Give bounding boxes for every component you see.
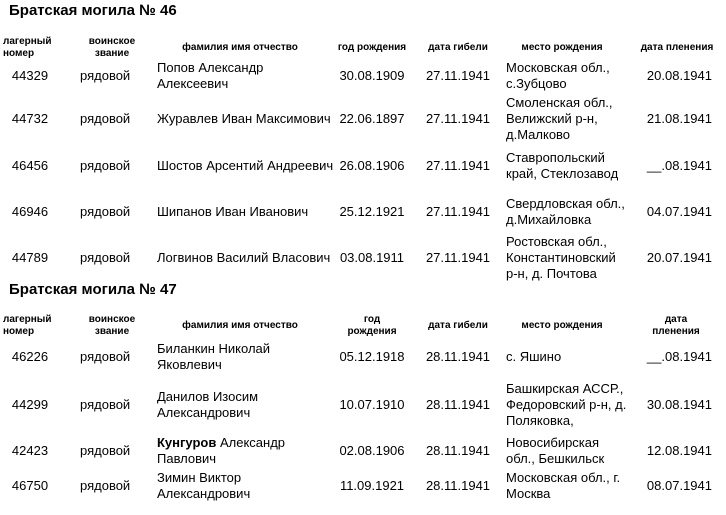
capture-date: 20.08.1941 xyxy=(646,68,712,83)
camp-number: 46946 xyxy=(11,204,49,219)
death-date: 28.11.1941 xyxy=(425,443,491,458)
column-header-death-date: дата гибели xyxy=(428,42,488,53)
camp-number: 44789 xyxy=(11,250,49,265)
table-row xyxy=(0,470,726,502)
camp-number: 46226 xyxy=(11,349,49,364)
table-row xyxy=(0,341,726,373)
grave-title: Братская могила № 46 xyxy=(9,2,177,19)
column-header-birth-place: место рождения xyxy=(521,319,603,331)
full-name xyxy=(157,233,335,283)
birth-date: 03.08.1911 xyxy=(339,250,405,265)
column-header-birth-place: место рождения xyxy=(521,42,603,53)
capture-date: 08.07.1941 xyxy=(646,478,712,493)
name-text: Зимин Виктор Александрович xyxy=(157,470,251,501)
birth-place: с. Яшино xyxy=(506,349,562,364)
column-header-rank: воинское звание xyxy=(88,313,136,337)
full-name xyxy=(157,187,335,237)
birth-place: Ростовская обл., Константиновский р-н, д. Почтова xyxy=(506,234,616,281)
name-text: Журавлев Иван Максимович xyxy=(157,111,331,126)
table-row xyxy=(0,60,726,92)
column-header-birth-date: год рождения xyxy=(337,42,407,53)
camp-number: 44329 xyxy=(11,68,49,83)
name-text: Данилов Изосим Александрович xyxy=(157,389,262,420)
column-header-full-name: фамилия имя отчество xyxy=(182,319,298,331)
birth-place: Московская обл., г. Москва xyxy=(506,470,621,501)
birth-date: 25.12.1921 xyxy=(339,204,405,219)
full-name xyxy=(157,470,335,502)
birth-place: Смоленская обл., Велижский р-н, д.Малково xyxy=(506,95,613,142)
grave-title: Братская могила № 47 xyxy=(9,281,177,298)
capture-date: 30.08.1941 xyxy=(646,397,712,412)
column-header-death-date: дата гибели xyxy=(428,319,488,331)
rank: рядовой xyxy=(80,349,131,364)
full-name xyxy=(157,341,335,373)
rank: рядовой xyxy=(80,111,131,126)
name-text: Шостов Арсентий Андреевич xyxy=(157,158,334,173)
column-header-capture-date: дата пленения xyxy=(640,42,714,53)
death-date: 27.11.1941 xyxy=(425,158,491,173)
name-text: Биланкин Николай Яковлевич xyxy=(157,341,274,372)
table-row xyxy=(0,427,726,475)
birth-date: 11.09.1921 xyxy=(339,478,405,493)
birth-date: 26.08.1906 xyxy=(339,158,405,173)
table-row xyxy=(0,233,726,283)
capture-date: __.08.1941 xyxy=(646,158,712,173)
column-header-camp-number: лагерный номер xyxy=(3,313,52,337)
rank: рядовой xyxy=(80,443,131,458)
birth-date: 30.08.1909 xyxy=(339,68,405,83)
column-header-rank: воинское звание xyxy=(88,36,136,59)
camp-number: 46750 xyxy=(11,478,49,493)
camp-number: 46456 xyxy=(11,158,49,173)
death-date: 27.11.1941 xyxy=(425,250,491,265)
full-name xyxy=(157,60,335,92)
table-row xyxy=(0,141,726,191)
birth-date: 22.06.1897 xyxy=(339,111,405,126)
rank: рядовой xyxy=(80,204,131,219)
death-date: 27.11.1941 xyxy=(425,68,491,83)
capture-date: 04.07.1941 xyxy=(646,204,712,219)
capture-date: 20.07.1941 xyxy=(646,250,712,265)
name-text: Шипанов Иван Иванович xyxy=(157,204,309,219)
column-header-birth-date: год рождения xyxy=(347,313,397,337)
full-name xyxy=(157,141,335,191)
capture-date: __.08.1941 xyxy=(646,349,712,364)
surname-bold: Кунгуров xyxy=(157,435,217,450)
death-date: 28.11.1941 xyxy=(425,397,491,412)
death-date: 27.11.1941 xyxy=(425,111,491,126)
birth-place: Ставропольский край, Стеклозавод xyxy=(506,150,619,181)
birth-place: Свердловская обл., д.Михайловка xyxy=(506,196,625,227)
birth-place: Московская обл., с.Зубцово xyxy=(506,60,610,91)
name-text: Логвинов Василий Власович xyxy=(157,250,331,265)
birth-place: Башкирская АССР., Федоровский р-н, д. Поляковка, xyxy=(506,381,627,428)
table-header xyxy=(0,311,726,340)
capture-date: 21.08.1941 xyxy=(646,111,712,126)
camp-number: 44732 xyxy=(11,111,49,126)
death-date: 27.11.1941 xyxy=(425,204,491,219)
birth-date: 02.08.1906 xyxy=(339,443,405,458)
full-name xyxy=(157,427,335,475)
name-text: Александр Павлович xyxy=(157,435,289,466)
table-header xyxy=(0,33,726,63)
camp-number: 42423 xyxy=(11,443,49,458)
rank: рядовой xyxy=(80,397,131,412)
table-row xyxy=(0,187,726,237)
birth-date: 05.12.1918 xyxy=(339,349,405,364)
death-date: 28.11.1941 xyxy=(425,478,491,493)
name-text: Попов Александр Алексеевич xyxy=(157,60,268,91)
rank: рядовой xyxy=(80,158,131,173)
birth-date: 10.07.1910 xyxy=(339,397,405,412)
column-header-full-name: фамилия имя отчество xyxy=(182,42,298,53)
capture-date: 12.08.1941 xyxy=(646,443,712,458)
rank: рядовой xyxy=(80,478,131,493)
death-date: 28.11.1941 xyxy=(425,349,491,364)
camp-number: 44299 xyxy=(11,397,49,412)
full-name xyxy=(157,94,335,144)
column-header-camp-number: лагерный номер xyxy=(3,36,52,59)
birth-place: Новосибирская обл., Бешкильск xyxy=(506,435,605,466)
table-row xyxy=(0,94,726,144)
rank: рядовой xyxy=(80,250,131,265)
column-header-capture-date: дата пленения xyxy=(652,313,700,337)
rank: рядовой xyxy=(80,68,131,83)
